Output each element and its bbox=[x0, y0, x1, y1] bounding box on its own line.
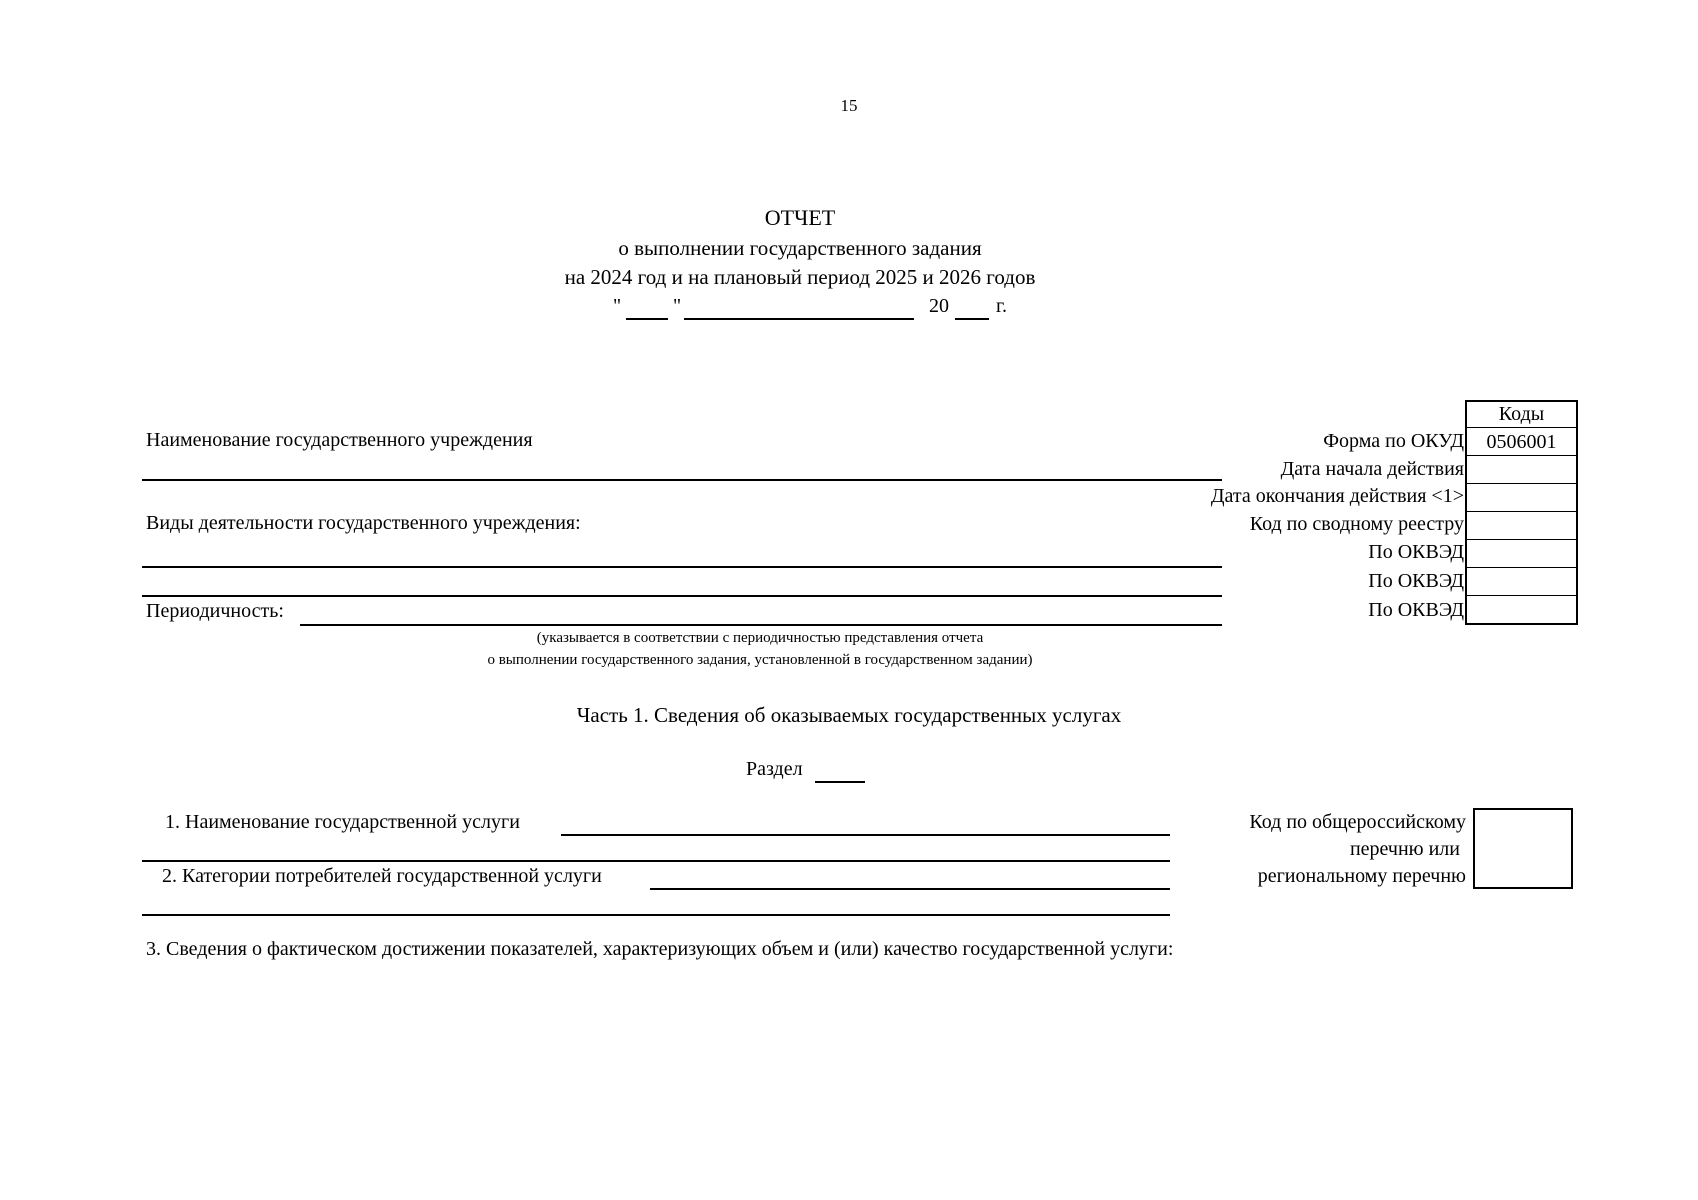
activity-types-line-1[interactable] bbox=[142, 566, 1222, 568]
periodicity-note-2: о выполнении государственного задания, установленной в государственном задании) bbox=[487, 652, 1033, 668]
date-month-blank[interactable] bbox=[684, 318, 914, 320]
date-year-blank[interactable] bbox=[955, 318, 989, 320]
label-registry: Код по сводному реестру bbox=[1249, 513, 1464, 535]
institution-name-line[interactable] bbox=[142, 479, 1222, 481]
codes-table bbox=[1465, 400, 1578, 625]
section-number-blank[interactable] bbox=[815, 781, 865, 783]
date-year-prefix: 20 bbox=[929, 295, 949, 317]
codes-header: Коды bbox=[1498, 403, 1545, 425]
activity-types-label: Виды деятельности государственного учреждения: bbox=[146, 512, 581, 534]
date-year-suffix: г. bbox=[996, 295, 1007, 317]
code-okud[interactable]: 0506001 bbox=[1467, 427, 1576, 455]
label-end-date: Дата окончания действия <1> bbox=[1210, 485, 1464, 507]
consumers-line-2[interactable] bbox=[142, 914, 1170, 916]
code-registry[interactable] bbox=[1467, 511, 1576, 539]
service-code-label-2: перечню или bbox=[1349, 838, 1460, 860]
service-name-label: 1. Наименование государственной услуги bbox=[165, 811, 520, 833]
page-number: 15 bbox=[840, 96, 858, 115]
code-end-date[interactable] bbox=[1467, 483, 1576, 511]
service-name-line[interactable] bbox=[561, 834, 1170, 836]
report-title: ОТЧЕТ bbox=[764, 205, 836, 230]
code-start-date[interactable] bbox=[1467, 455, 1576, 483]
consumers-label: 2. Категории потребителей государственной услуги bbox=[162, 865, 602, 887]
date-close-quote: " bbox=[673, 295, 682, 317]
periodicity-label: Периодичность: bbox=[146, 600, 284, 622]
label-start-date: Дата начала действия bbox=[1280, 458, 1464, 480]
report-subtitle: о выполнении государственного задания bbox=[618, 236, 982, 260]
periodicity-note-1: (указывается в соответствии с периодичностью представления отчета bbox=[536, 630, 984, 646]
label-okved-3: По ОКВЭД bbox=[1368, 599, 1464, 621]
service-code-label-1: Код по общероссийскому bbox=[1249, 811, 1466, 833]
institution-name-label: Наименование государственного учреждения bbox=[146, 429, 533, 451]
indicators-heading: 3. Сведения о фактическом достижении показателей, характеризующих объем и (или) качество государственной услуги: bbox=[146, 938, 1174, 960]
service-code-box[interactable] bbox=[1473, 808, 1573, 889]
label-okved-1: По ОКВЭД bbox=[1368, 541, 1464, 563]
date-day-blank[interactable] bbox=[626, 318, 668, 320]
service-code-label-3: региональному перечню bbox=[1257, 865, 1466, 887]
code-okved-3[interactable] bbox=[1467, 595, 1576, 623]
label-okved-2: По ОКВЭД bbox=[1368, 570, 1464, 592]
report-period: на 2024 год и на плановый период 2025 и 2026 годов bbox=[564, 265, 1036, 289]
periodicity-line[interactable] bbox=[300, 624, 1222, 626]
code-okved-1[interactable] bbox=[1467, 539, 1576, 567]
service-name-line-2[interactable] bbox=[142, 860, 1170, 862]
label-okud: Форма по ОКУД bbox=[1323, 430, 1464, 452]
consumers-line[interactable] bbox=[650, 888, 1170, 890]
section-label: Раздел bbox=[746, 758, 803, 780]
date-open-quote: " bbox=[613, 295, 622, 317]
activity-types-line-2[interactable] bbox=[142, 595, 1222, 597]
code-okved-2[interactable] bbox=[1467, 567, 1576, 595]
part1-title: Часть 1. Сведения об оказываемых государственных услугах bbox=[576, 703, 1122, 727]
